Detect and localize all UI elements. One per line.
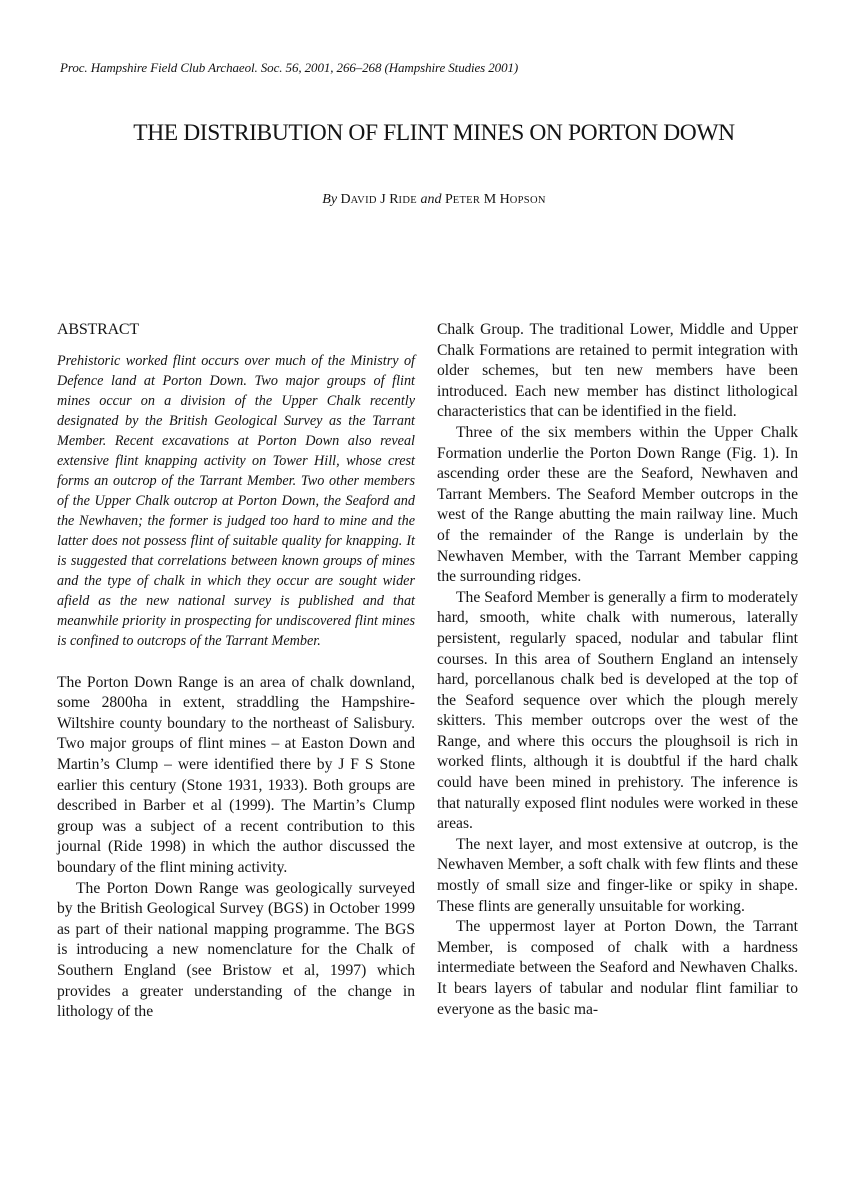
right-column xyxy=(437,320,798,1020)
byline xyxy=(0,192,868,208)
article-title: THE DISTRIBUTION OF FLINT MINES ON PORTON DOWN xyxy=(133,120,735,146)
body-paragraph: The next layer, and most extensive at outcrop, is the Newhaven Member, a soft chalk with few flints and these mostly of small size and finger-like or spiky in shape. These flints are generally unsuitable for working. xyxy=(437,835,798,915)
body-paragraph: The Porton Down Range is an area of chalk downland, some 2800ha in extent, straddling the Hampshire-Wiltshire county boundary to the northeast of Salisbury. Two major groups of flint mines – at Easton Down and Martin’s Clump – were identified there by J F S Stone earlier this century (Stone 1931, 1933). Both groups are described in Barber et al (1999). The Martin’s Clump group was a subject of a recent contribution to this journal (Ride 1998) in which the author discussed the boundary of the flint mining activity. xyxy=(57,673,415,876)
body-paragraph: The Seaford Member is generally a firm to moderately hard, smooth, white chalk with numerous, laterally persistent, regularly spaced, nodular and tabular flint courses. In this area of Southern England an intensely hard, porcellanous chalk bed is developed at the top of the Seaford sequence over which the plough merely skitters. This member outcrops over the west of the Range, and where this occurs the ploughsoil is rich in worked flints, although it is doubtful if the hard chalk could have been mined in prehistory. The inference is that naturally exposed flint nodules were worked in these areas. xyxy=(437,588,798,833)
author-2: PETER M HOPSON xyxy=(444,192,546,207)
journal-citation: Proc. Hampshire Field Club Archaeol. Soc. 56, 2001, 266–268 (Hampshire Studies 2001) xyxy=(60,60,519,75)
byline-and: and xyxy=(420,192,442,207)
body-paragraph: The uppermost layer at Porton Down, the Tarrant Member, is composed of chalk with a hardness intermediate between the Seaford and Newhaven Chalks. It bears layers of tabular and nodular flint familiar to everyone as the basic ma- xyxy=(437,918,798,1018)
byline-by: By xyxy=(322,192,338,207)
abstract-text: Prehistoric worked flint occurs over much of the Ministry of Defence land at Porton Down. Two major groups of flint mines occur on a division of the Upper Chalk recently designated by the British Geological Survey as the Tarrant Member. Recent excavations at Porton Down also reveal extensive flint knapping activity on Tower Hill, whose crest forms an outcrop of the Tarrant Member. Two other members of the Upper Chalk outcrop at Porton Down, the Seaford and the Newhaven; the former is judged too hard to mine and the latter does not possess flint of suitable quality for knapping. It is suggested that correlations between known groups of mines and the type of chalk in which they occur are sought wider afield as the new national survey is published and that meanwhile priority in prospecting for undiscovered flint mines is confined to outcrops of the Tarrant Member. xyxy=(57,352,415,649)
body-paragraph: Three of the six members within the Upper Chalk Formation underlie the Porton Down Range (Fig. 1). In ascending order these are the Seaford, Newhaven and Tarrant Members. The Seaford Member outcrops in the west of the Range abutting the main railway line. Much of the remainder of the Range is underlain by the Newhaven Member, with the Tarrant Member capping the surrounding ridges. xyxy=(437,423,798,586)
body-paragraph: The Porton Down Range was geologically surveyed by the British Geological Survey (BGS) in October 1999 as part of their national mapping programme. The BGS is introducing a new nomenclature for the Chalk of Southern England (see Bristow et al, 1997) which provides a greater understanding of the change in lithology of the xyxy=(57,879,415,1021)
author-1: DAVID J RIDE xyxy=(340,192,417,207)
abstract-heading: ABSTRACT xyxy=(57,321,139,338)
left-column xyxy=(57,320,415,1023)
body-paragraph: Chalk Group. The traditional Lower, Middle and Upper Chalk Formations are retained to permit integration with older schemes, but ten new members have been introduced. Each new member has distinct lithological characteristics that can be identified in the field. xyxy=(437,321,798,421)
